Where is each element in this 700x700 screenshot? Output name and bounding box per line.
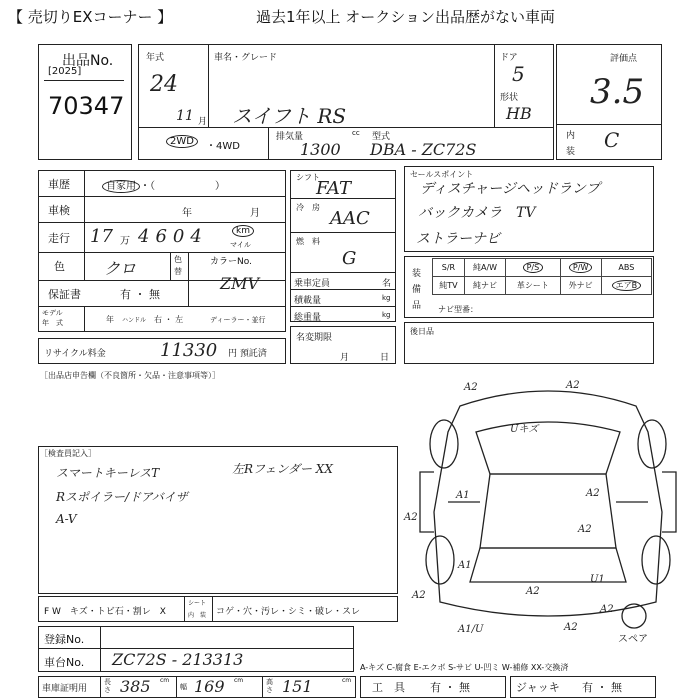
fw-text: F W キズ・トビ石・割レ X xyxy=(44,607,166,617)
drive-2wd: 2WD xyxy=(166,136,198,147)
equip-sr: S/R xyxy=(433,259,465,277)
model-row-label-2: 年 式 xyxy=(42,319,63,327)
nav-model-label: ナビ型番： xyxy=(438,305,478,314)
warranty-options: 有 ・ 無 xyxy=(120,288,160,301)
cert-length-label: 長さ xyxy=(104,678,111,694)
color-code: ZMV xyxy=(220,274,260,293)
wheel-fr xyxy=(638,420,666,468)
mark-5: A2 xyxy=(586,488,600,499)
shift-value: FAT xyxy=(316,178,351,199)
cert-length-unit: cm xyxy=(160,677,170,684)
ac-label: 冷 房 xyxy=(296,203,320,212)
mark-1: A2 xyxy=(464,382,478,393)
mark-14: A2 xyxy=(564,622,578,633)
equip-abs: ABS xyxy=(601,259,651,277)
sales-point-label: セールスポイント xyxy=(410,170,474,179)
mark-13: A1/U xyxy=(458,624,484,635)
displacement-value: 1300 xyxy=(300,140,341,159)
inspector-left1: スマートキーレスT xyxy=(56,466,160,480)
year-label: 年式 xyxy=(146,53,165,63)
mark-11: A2 xyxy=(412,590,426,601)
wheel-fl xyxy=(430,420,458,468)
load-label: 積載量 xyxy=(294,296,322,306)
sales-point-line3: ストラーナビ xyxy=(416,231,500,247)
recycle-label: リサイクル料金 xyxy=(44,349,106,359)
shape-value: HB xyxy=(506,104,532,123)
fw-seat-2: 内 装 xyxy=(188,612,207,619)
chassis-label: 車台No. xyxy=(44,656,85,669)
year-value: 24 xyxy=(150,72,178,97)
equip-nav: 純ナビ xyxy=(464,277,505,295)
year-month-unit: 月 xyxy=(198,117,208,127)
mark-3: Uキズ xyxy=(510,424,539,435)
tools-label: 工 具 xyxy=(372,681,405,694)
shift-label: シフト xyxy=(296,173,320,182)
fuel-value: G xyxy=(342,248,357,269)
color-label: 色 xyxy=(54,260,65,273)
color-code-label: カラーNo. xyxy=(210,257,252,267)
interior-value: C xyxy=(604,128,620,152)
sales-point-line1: ディスチャージヘッドランプ xyxy=(420,181,600,197)
equip-ps: P/S xyxy=(506,259,560,277)
shape-label: 形状 xyxy=(500,93,519,103)
equip-leather: 革シート xyxy=(506,277,560,295)
recycle-unit: 円 預託済 xyxy=(228,349,267,359)
spare-label: スペア xyxy=(618,634,648,642)
title-change-label: 名変期限 xyxy=(296,333,333,343)
title-change-day: 日 xyxy=(380,353,390,363)
interior-label-1: 内 xyxy=(566,131,576,141)
mark-9: A2 xyxy=(526,586,540,597)
color-change-1: 色 xyxy=(174,255,182,264)
score-value: 3.5 xyxy=(590,72,645,112)
mileage-lo: 4604 xyxy=(138,226,208,247)
legend: A-キズ C-腐食 E-エクボ S-サビ U-凹ミ W-補修 XX-交換済 xyxy=(360,663,569,672)
fw-seat-text: コゲ・穴・汚レ・シミ・破レ・スレ xyxy=(216,607,361,617)
jack-value: 有 ・ 無 xyxy=(582,681,622,694)
mark-12: A2 xyxy=(600,604,614,615)
door-label: ドア xyxy=(500,53,518,63)
tools-value: 有 ・ 無 xyxy=(430,681,470,694)
year-month: 11 xyxy=(176,108,194,124)
inspection-label: 車検 xyxy=(48,204,70,217)
cert-height-unit: cm xyxy=(342,677,352,684)
mileage-hi: 17 xyxy=(90,226,113,247)
equipment-grid xyxy=(432,258,652,295)
notes-box xyxy=(404,322,654,364)
fw-seat-1: シート xyxy=(188,600,207,607)
mark-4: A1 xyxy=(456,490,470,501)
cert-width-label: 幅 xyxy=(180,683,187,691)
ac-value: AAC xyxy=(330,208,370,229)
color-change-2: 替 xyxy=(174,267,182,276)
capacity-unit: 名 xyxy=(382,279,392,289)
model-row-handle-opts: 右 ・ 左 xyxy=(154,315,184,324)
interior-label-2: 装 xyxy=(566,147,576,157)
model-row-handle: ハンドル xyxy=(122,317,147,324)
door-value: 5 xyxy=(512,62,525,86)
inspector-left3: A-V xyxy=(56,512,77,526)
equip-aw: 純A/W xyxy=(464,259,505,277)
equipment-label-2: 備 xyxy=(412,285,422,295)
mark-6: A2 xyxy=(578,524,592,535)
registration-label: 登録No. xyxy=(44,633,85,646)
inspector-left2: Rスポイラー/ドアバイザ xyxy=(56,490,188,504)
detail-box xyxy=(38,170,286,332)
weight-label: 総重量 xyxy=(294,313,322,323)
title-change-month: 月 xyxy=(340,353,350,363)
mark-10: U1 xyxy=(590,574,605,585)
equipment-label-3: 品 xyxy=(412,301,422,311)
weight-unit: kg xyxy=(382,311,391,319)
name-value: スイフト RS xyxy=(232,104,347,128)
color-value: クロ xyxy=(104,259,137,278)
cert-label: 車庫証明用 xyxy=(42,684,88,694)
equip-airbag: エアB xyxy=(601,277,651,295)
load-unit: kg xyxy=(382,294,391,302)
mark-8: A1 xyxy=(458,560,472,571)
sales-point-line2: バックカメラ TV xyxy=(418,205,536,221)
seller-notes-label: ［出品店申告欄（不良箇所・欠品・注意事項等）］ xyxy=(40,371,220,380)
cert-height-label: 高さ xyxy=(266,678,273,694)
chassis-value: ZC72S - 213313 xyxy=(112,650,244,669)
history-options: 自家用 ・（ ） xyxy=(102,177,225,192)
inspection-month-unit: 月 xyxy=(250,208,260,219)
car-roof xyxy=(480,474,616,548)
displacement-label: 排気量 xyxy=(276,132,304,142)
banner-left: 【 売切りEXコーナー 】 xyxy=(8,8,173,26)
model-row-year: 年 xyxy=(106,315,114,324)
cert-height: 151 xyxy=(282,677,313,696)
drive-4wd: ・4WD xyxy=(206,141,240,152)
lot-year: [2025] xyxy=(48,66,82,77)
warranty-label: 保証書 xyxy=(48,288,81,301)
displacement-unit: cc xyxy=(352,129,360,137)
lot-label: 出品No. xyxy=(62,53,114,69)
car-diagram xyxy=(400,372,696,642)
mileage-mile: マイル xyxy=(230,241,251,249)
wheel-rr xyxy=(642,536,670,584)
notes-label: 後日品 xyxy=(410,327,434,336)
cert-width: 169 xyxy=(194,677,225,696)
mileage-km: km xyxy=(232,226,254,236)
jack-label: ジャッキ xyxy=(516,681,560,694)
mark-7: A2 xyxy=(404,512,418,523)
cert-width-unit: cm xyxy=(234,677,244,684)
equip-pw: P/W xyxy=(560,259,601,277)
mileage-man: 万 xyxy=(120,236,130,247)
fuel-label: 燃 料 xyxy=(296,237,320,246)
equipment-label-1: 装 xyxy=(412,269,422,279)
capacity-label: 乗車定員 xyxy=(294,279,331,289)
equip-extnav: 外ナビ xyxy=(560,277,601,295)
score-label: 評価点 xyxy=(610,54,638,64)
inspection-year-unit: 年 xyxy=(182,208,192,219)
model-code-value: DBA - ZC72S xyxy=(370,140,477,159)
recycle-value: 11330 xyxy=(160,340,218,361)
wheel-rl xyxy=(426,536,454,584)
lot-number: 70347 xyxy=(48,92,125,120)
model-row-dealer: ディーラー・並行 xyxy=(210,316,266,324)
history-label: 車歴 xyxy=(48,178,70,191)
mark-2: A2 xyxy=(566,380,580,391)
inspector-right1: 左Rフェンダー XX xyxy=(232,462,333,476)
name-label: 車名・グレード xyxy=(214,53,278,63)
model-row-label-1: モデル xyxy=(42,309,63,317)
mileage-label: 走行 xyxy=(48,232,70,245)
cert-length: 385 xyxy=(120,677,151,696)
inspector-label: ［検査員記入］ xyxy=(40,449,96,458)
banner-right: 過去1年以上 オークション出品歴がない車両 xyxy=(256,8,556,26)
equip-tv: 純TV xyxy=(433,277,465,295)
model-code-label: 型式 xyxy=(372,132,391,142)
